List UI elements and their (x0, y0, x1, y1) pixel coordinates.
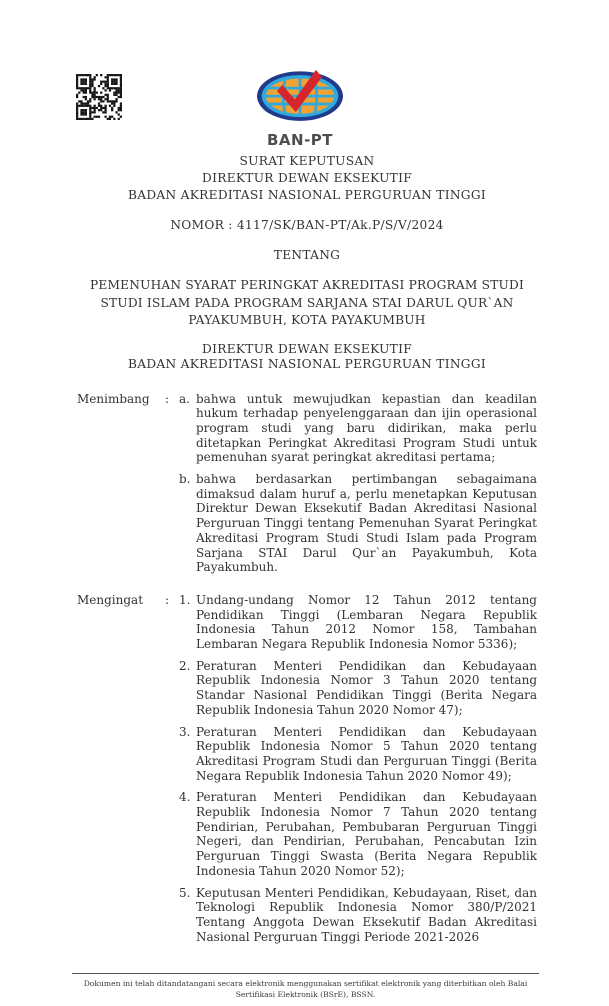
ban-pt-logo (253, 69, 347, 149)
mengingat-item (179, 725, 537, 784)
document-number: NOMOR : 4117/SK/BAN-PT/Ak.P/S/V/2024 (170, 218, 444, 232)
item-marker: 4. (179, 790, 191, 805)
menimbang-colon: : (165, 391, 170, 406)
item-marker: 2. (179, 658, 191, 673)
menimbang-item (179, 472, 537, 575)
title-line-2: DIREKTUR DEWAN EKSEKUTIF (202, 171, 412, 185)
item-text: Peraturan Menteri Pendidikan dan Kebudayaan Republik Indonesia Nomor 5 Tahun 2020 tentang Akreditasi Program Studi dan Perguruan Tinggi (Berita Negara Republik Indonesia Tahun 2020 Nomor 49); (196, 724, 537, 783)
mengingat-item (179, 659, 537, 718)
menimbang-item (179, 392, 537, 466)
issuer-line-2: BADAN AKREDITASI NASIONAL PERGURUAN TINGGI (128, 357, 486, 371)
item-text: Keputusan Menteri Pendidikan, Kebudayaan, Riset, dan Teknologi Republik Indonesia Nomor 380/P/2021 Tentang Anggota Dewan Eksekutif Badan Akreditasi Nasional Perguruan Tinggi Periode 2021-2026 (196, 885, 537, 944)
title-line-1: SURAT KEPUTUSAN (239, 154, 375, 168)
item-marker: 3. (179, 724, 191, 739)
item-text: Undang-undang Nomor 12 Tahun 2012 tentang Pendidikan Tinggi (Lembaran Negara Republik Indonesia Tahun 2012 Nomor 158, Tambahan Lembaran Negara Republik Indonesia Nomor 5336); (196, 592, 537, 652)
mengingat-section (77, 593, 537, 944)
footer-divider (72, 973, 539, 974)
mengingat-colon: : (165, 592, 170, 607)
page-footer (72, 973, 539, 1000)
item-text: Peraturan Menteri Pendidikan dan Kebudayaan Republik Indonesia Nomor 3 Tahun 2020 tentang Standar Nasional Pendidikan Tinggi (Berita Negara Republik Indonesia Tahun 2020 Nomor 47); (196, 658, 537, 717)
item-text: bahwa untuk mewujudkan kepastian dan keadilan hukum terhadap penyelenggaraan dan ijin operasional program studi yang baru didirikan, maka perlu ditetapkan Peringkat Akreditasi Program Studi untuk pemenuhan syarat peringkat akreditasi pertama; (196, 391, 537, 465)
item-text: bahwa berdasarkan pertimbangan sebagaimana dimaksud dalam huruf a, perlu menetapkan Keputusan Direktur Dewan Eksekutif Badan Akreditasi Nasional Perguruan Tinggi tentang Pemenuhan Syarat Peringkat Akreditasi Program Studi Studi Islam pada Program Sarjana STAI Darul Qur`an Payakumbuh, Kota Payakumbuh. (196, 472, 537, 575)
issuer-line-1: DIREKTUR DEWAN EKSEKUTIF (202, 341, 412, 356)
mengingat-item (179, 593, 537, 652)
tentang-label: TENTANG (273, 248, 341, 262)
mengingat-items (179, 593, 537, 944)
mengingat-item (179, 790, 537, 878)
item-marker: a. (179, 391, 190, 406)
item-text: Peraturan Menteri Pendidikan dan Kebudayaan Republik Indonesia Nomor 7 Tahun 2020 tentang Pendirian, Perubahan, Pembubaran Perguruan Tinggi Negeri, dan Pendirian, Perubahan, Pencabutan Izin Perguruan Tinggi Swasta (Berita Negara Republik Indonesia Tahun 2020 Nomor 52); (196, 790, 537, 878)
title-line-3: BADAN AKREDITASI NASIONAL PERGURUAN TINGGI (128, 188, 486, 202)
menimbang-section (77, 392, 537, 575)
item-marker: b. (179, 472, 191, 487)
logo-wordmark: BAN-PT (266, 131, 334, 149)
footer-signature-note: Dokumen ini telah ditandatangani secara elektronik menggunakan sertifikat elektronik yang diterbitkan oleh Balai Sertifikasi Elektronik (BSrE), BSSN. (83, 979, 528, 999)
mengingat-item (179, 886, 537, 945)
issuer-heading (77, 342, 537, 373)
document-subject: PEMENUHAN SYARAT PERINGKAT AKREDITASI PROGRAM STUDI STUDI ISLAM PADA PROGRAM SARJANA STAI DARUL QUR`AN PAYAKUMBUH, KOTA PAYAKUMBUH (89, 278, 524, 327)
decree-body (77, 153, 537, 944)
item-marker: 5. (179, 885, 191, 900)
item-marker: 1. (179, 592, 191, 607)
mengingat-label: Mengingat (77, 592, 144, 607)
menimbang-label: Menimbang (77, 391, 150, 406)
document-title (77, 153, 537, 204)
qr-code (76, 74, 122, 120)
menimbang-items (179, 392, 537, 575)
globe-checkmark-icon (253, 69, 347, 126)
